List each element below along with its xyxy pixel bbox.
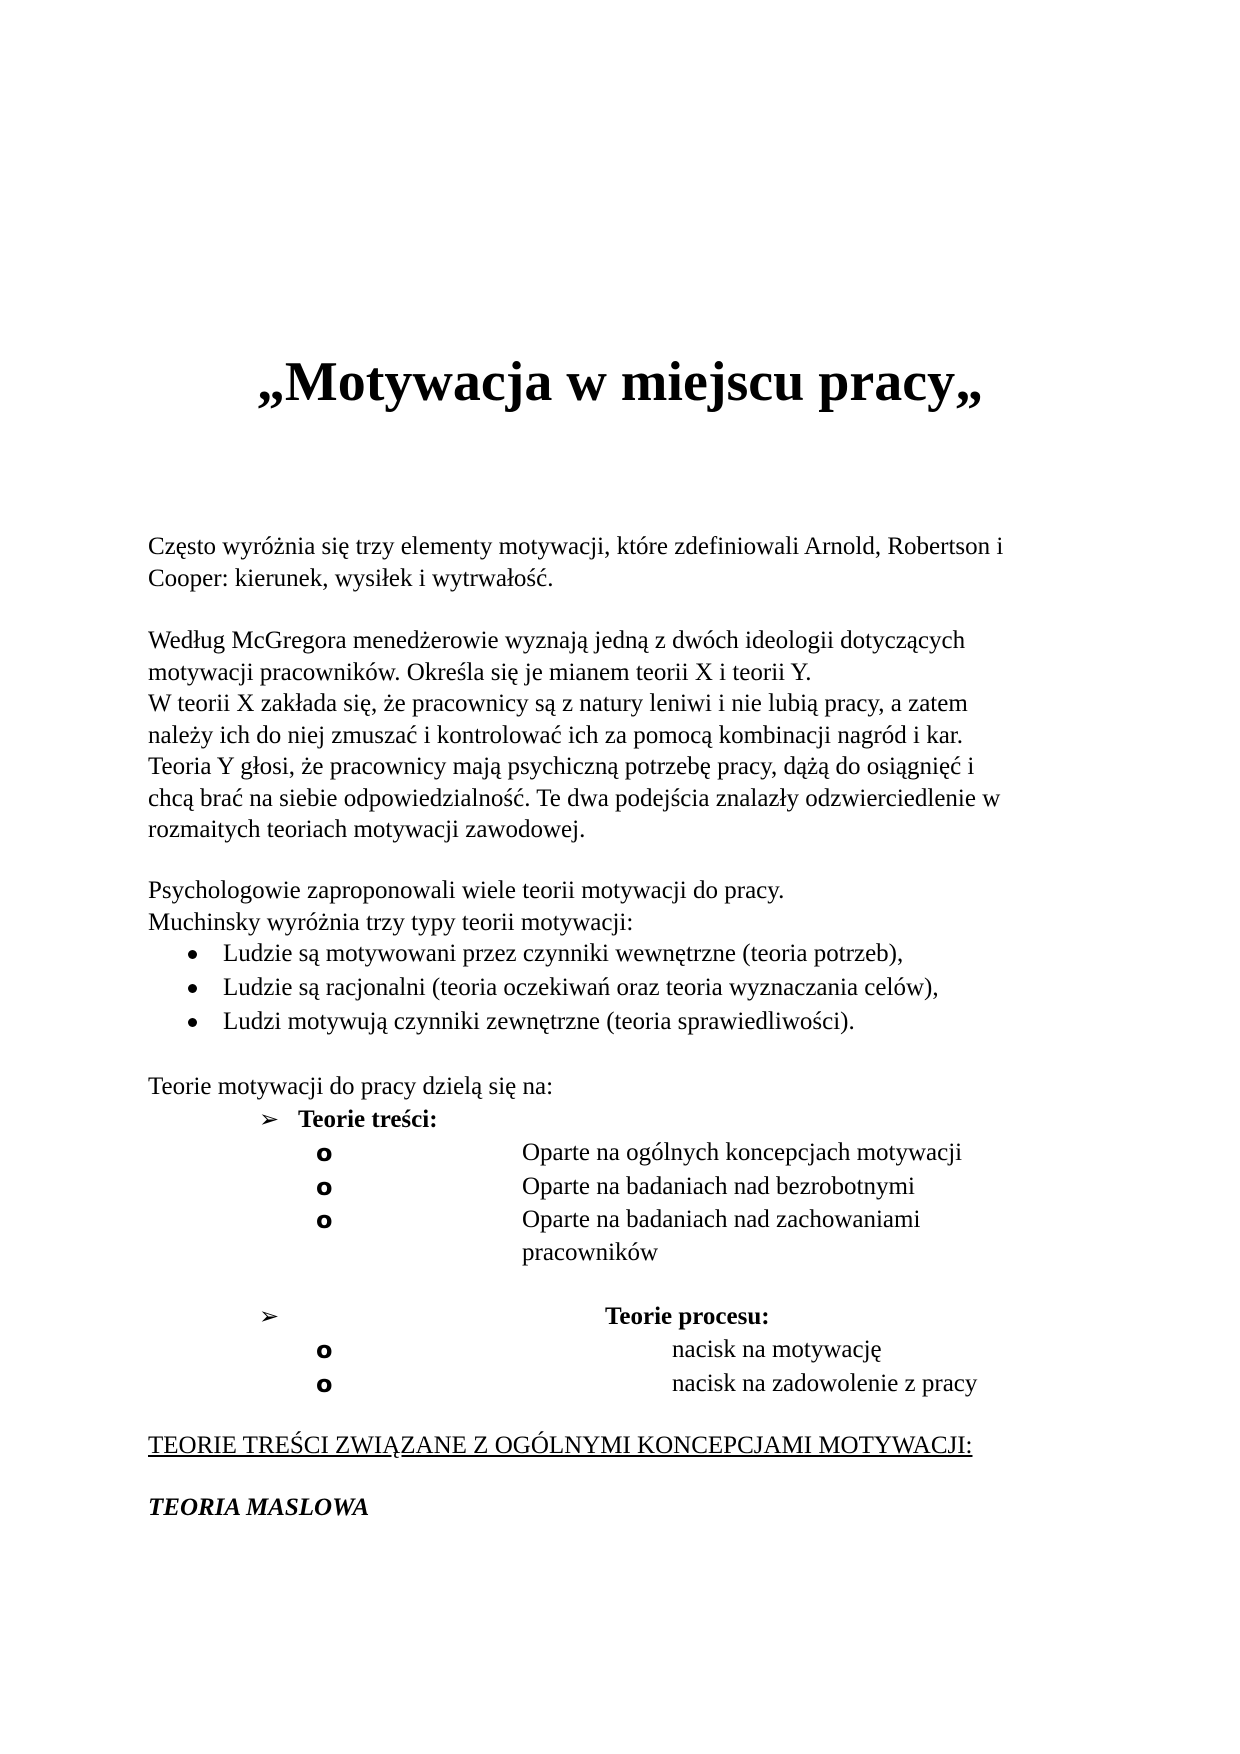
paragraph-line: chcą brać na siebie odpowiedzialność. Te dwa podejścia znalazły odzwierciedlenie w: [148, 784, 1001, 812]
document-title: „Motywacja w miejscu pracy„: [256, 351, 984, 413]
paragraph-line: należy ich do niej zmuszać i kontrolować ich za pomocą kombinacji nagród i kar.: [148, 721, 963, 749]
circle-bullet-icon: o: [316, 1206, 333, 1234]
bullet-icon: [188, 984, 197, 993]
bullet-icon: [188, 1018, 197, 1027]
list-item-text: Oparte na ogólnych koncepcjach motywacji: [522, 1139, 963, 1166]
subsection-heading: TEORIA MASLOWA: [148, 1494, 370, 1521]
circle-bullet-icon: o: [316, 1370, 333, 1398]
paragraph-line: Muchinsky wyróżnia trzy typy teorii motywacji:: [148, 908, 634, 936]
circle-bullet-icon: o: [316, 1139, 333, 1167]
paragraph-line: W teorii X zakłada się, że pracownicy są z natury leniwi i nie lubią pracy, a zatem: [148, 690, 968, 717]
paragraph-elements-of-motivation: [148, 531, 1088, 594]
list-item-text: Oparte na badaniach nad bezrobotnymi: [522, 1173, 915, 1200]
paragraph-line: Psychologowie zaproponowali wiele teorii motywacji do pracy.: [148, 877, 785, 904]
list-item-text: Ludzi motywują czynniki zewnętrzne (teoria sprawiedliwości).: [223, 1008, 855, 1035]
paragraph-line: Cooper: kierunek, wysiłek i wytrwałość.: [148, 564, 554, 592]
paragraph-line: Teoria Y głosi, że pracownicy mają psychiczną potrzebę pracy, dążą do osiągnięć i: [148, 753, 975, 780]
bullet-icon: [188, 950, 197, 959]
list-item-text-continuation: pracowników: [522, 1239, 659, 1266]
section-heading: TEORIE TREŚCI ZWIĄZANE Z OGÓLNYMI KONCEPCJAMI MOTYWACJI:: [148, 1432, 973, 1459]
circle-bullet-icon: o: [316, 1336, 333, 1364]
arrow-bullet-icon: ➢: [259, 1105, 280, 1133]
list-item-text: nacisk na zadowolenie z pracy: [672, 1370, 978, 1397]
theory-division-intro: Teorie motywacji do pracy dzielą się na:: [148, 1073, 554, 1100]
list-item-text: Oparte na badaniach nad zachowaniami: [522, 1206, 921, 1233]
paragraph-line: motywacji pracowników. Określa się je mianem teorii X i teorii Y.: [148, 658, 812, 686]
list-item-text: Ludzie są racjonalni (teoria oczekiwań oraz teoria wyznaczania celów),: [223, 974, 939, 1001]
group-heading-process-theories: Teorie procesu:: [605, 1303, 770, 1330]
arrow-bullet-icon: ➢: [259, 1302, 280, 1330]
group-heading-content-theories: Teorie treści:: [298, 1106, 438, 1133]
paragraph-mcgregor: [148, 625, 1088, 846]
paragraph-line: Często wyróżnia się trzy elementy motywacji, które zdefiniowali Arnold, Robertson i: [148, 533, 1004, 560]
list-item-text: Ludzie są motywowani przez czynniki wewnętrzne (teoria potrzeb),: [223, 940, 904, 967]
paragraph-psychologists: [148, 875, 1088, 938]
circle-bullet-icon: o: [316, 1173, 333, 1201]
paragraph-line: Według McGregora menedżerowie wyznają jedną z dwóch ideologii dotyczących: [148, 627, 966, 654]
list-item-text: nacisk na motywację: [672, 1336, 882, 1363]
paragraph-line: rozmaitych teoriach motywacji zawodowej.: [148, 816, 586, 843]
